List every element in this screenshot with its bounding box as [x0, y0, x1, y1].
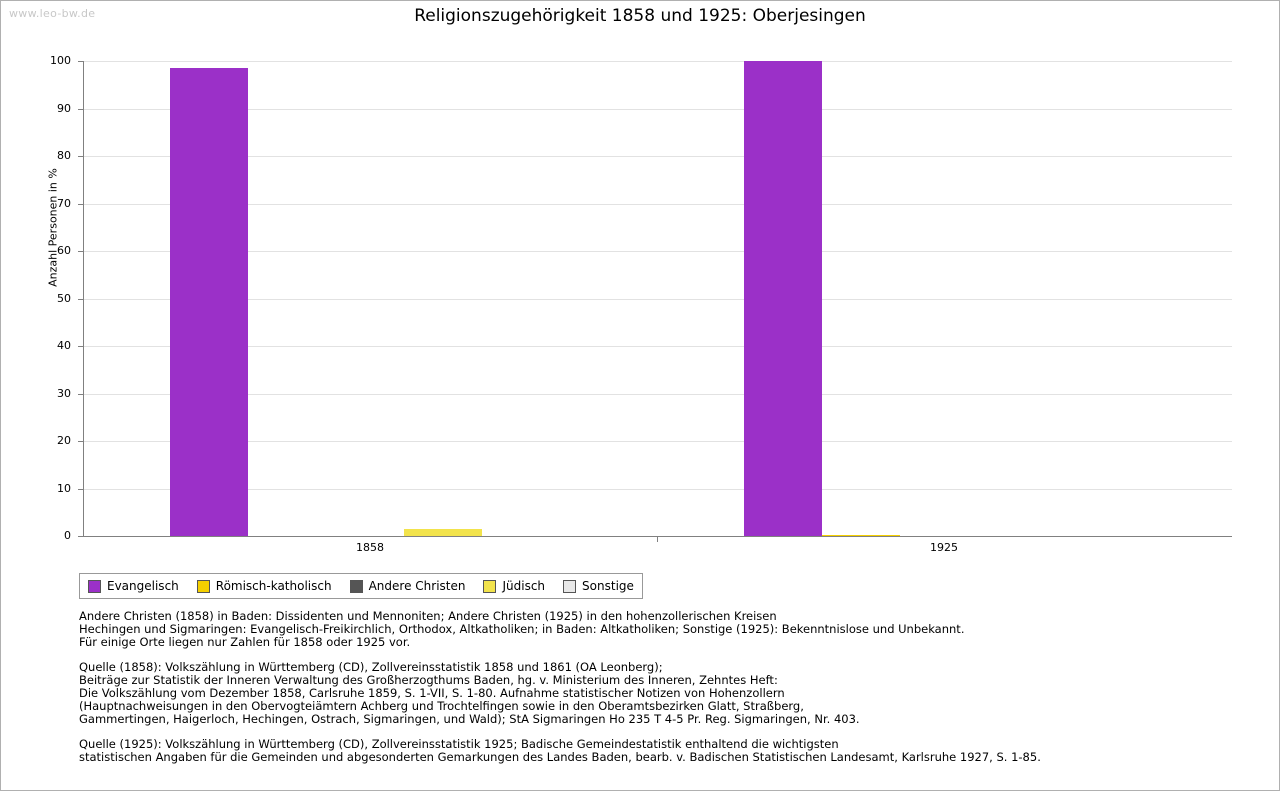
y-tick-label: 80 — [57, 149, 71, 162]
footnote-line: Hechingen und Sigmaringen: Evangelisch-Freikirchlich, Orthodox, Altkatholiken; in Baden: Altkatholiken; Sonstige (1925): Bekenntnislose und Unbekannt. — [79, 622, 965, 637]
bar-evangelisch-1925[interactable] — [744, 61, 822, 536]
gridline — [84, 156, 1232, 157]
legend-swatch-icon — [350, 580, 363, 593]
y-tick-mark — [78, 251, 83, 252]
legend-swatch-icon — [483, 580, 496, 593]
legend-item-sonstige[interactable] — [563, 579, 634, 593]
x-tick-label: 1858 — [356, 541, 384, 554]
footnote-block — [79, 738, 1219, 764]
gridline — [84, 299, 1232, 300]
legend-item-j-disch[interactable] — [483, 579, 545, 593]
y-tick-label: 30 — [57, 386, 71, 400]
y-tick-label: 50 — [57, 291, 71, 305]
chart-legend — [79, 573, 643, 599]
bar-r-misch-katholisch-1925[interactable] — [822, 535, 900, 536]
plot-area — [83, 61, 1232, 537]
y-tick-label: 90 — [57, 101, 71, 115]
chart-title: Religionszugehörigkeit 1858 und 1925: Oberjesingen — [414, 6, 866, 26]
bar-evangelisch-1858[interactable] — [170, 68, 248, 536]
y-tick-label: 20 — [57, 434, 71, 447]
watermark-label: www.leo-bw.de — [9, 7, 96, 20]
bar-j-disch-1858[interactable] — [404, 529, 482, 536]
footnote-line: (Hauptnachweisungen in den Obervogteiämtern Achberg und Trochtelfingen sowie in den Oberamtsbezirken Glatt, Straßberg, — [79, 699, 804, 714]
y-tick-mark — [78, 204, 83, 205]
y-tick-label: 60 — [57, 244, 71, 257]
legend-label: Andere Christen — [368, 579, 466, 593]
gridline — [84, 394, 1232, 395]
y-tick-mark — [78, 394, 83, 395]
y-tick-label: 70 — [57, 196, 71, 210]
chart-footnotes — [79, 610, 1219, 775]
y-tick-label: 40 — [57, 339, 71, 352]
y-tick-label: 100 — [50, 54, 71, 67]
footnote-block — [79, 610, 1219, 650]
footnote-line: Andere Christen (1858) in Baden: Dissidenten und Mennoniten; Andere Christen (1925) in den hohenzollerischen Kreisen — [79, 609, 777, 623]
footnote-line: Beiträge zur Statistik der Inneren Verwaltung des Großherzogthums Baden, hg. v. Ministerium des Inneren, Zehntes Heft: — [79, 672, 778, 687]
gridline — [84, 61, 1232, 62]
footnote-line: Quelle (1925): Volkszählung in Württemberg (CD), Zollvereinsstatistik 1925; Badische Gemeindestatistik enthaltend die wichtigsten — [79, 736, 839, 751]
x-tick-label: 1925 — [930, 541, 958, 554]
footnote-line: Für einige Orte liegen nur Zahlen für 1858 oder 1925 vor. — [79, 635, 411, 650]
y-tick-mark — [78, 61, 83, 62]
legend-label: Evangelisch — [107, 579, 179, 593]
legend-swatch-icon — [88, 580, 101, 593]
y-tick-mark — [78, 299, 83, 300]
legend-label: Sonstige — [582, 579, 634, 593]
y-tick-label: 10 — [57, 481, 71, 495]
footnote-block — [79, 661, 1219, 727]
y-tick-mark — [78, 441, 83, 442]
footnote-line: Gammertingen, Haigerloch, Hechingen, Ostrach, Sigmaringen, und Wald); StA Sigmaringen Ho 235 T 4-5 Pr. Reg. Sigmaringen, Nr. 403. — [79, 712, 860, 727]
gridline — [84, 489, 1232, 490]
footnote-line: Die Volkszählung vom Dezember 1858, Carlsruhe 1859, S. 1-VII, S. 1-80. Aufnahme statistischer Notizen von Hohenzollern — [79, 686, 785, 701]
legend-item-evangelisch[interactable] — [88, 579, 179, 593]
y-tick-mark — [78, 536, 83, 537]
gridline — [84, 346, 1232, 347]
legend-item-r-misch-katholisch[interactable] — [197, 579, 332, 593]
y-tick-mark — [78, 489, 83, 490]
y-tick-label: 0 — [64, 529, 71, 542]
legend-swatch-icon — [197, 580, 210, 593]
y-tick-mark — [78, 109, 83, 110]
legend-label: Jüdisch — [502, 579, 546, 593]
gridline — [84, 109, 1232, 110]
legend-label: Römisch-katholisch — [215, 579, 332, 593]
y-tick-mark — [78, 346, 83, 347]
x-group-separator — [657, 536, 658, 542]
gridline — [84, 441, 1232, 442]
legend-swatch-icon — [563, 580, 576, 593]
y-axis-label: Anzahl Personen in % — [46, 168, 60, 287]
gridline — [84, 204, 1232, 205]
legend-item-andere-christen[interactable] — [350, 579, 466, 593]
gridline — [84, 251, 1232, 252]
footnote-line: Quelle (1858): Volkszählung in Württemberg (CD), Zollvereinsstatistik 1858 und 1861 (OA Leonberg); — [79, 659, 663, 674]
y-tick-mark — [78, 156, 83, 157]
footnote-line: statistischen Angaben für die Gemeinden und abgesonderten Gemarkungen des Landes Baden, bearb. v. Badischen Statistischen Landesamt, Karlsruhe 1927, S. 1-85. — [79, 749, 1041, 764]
